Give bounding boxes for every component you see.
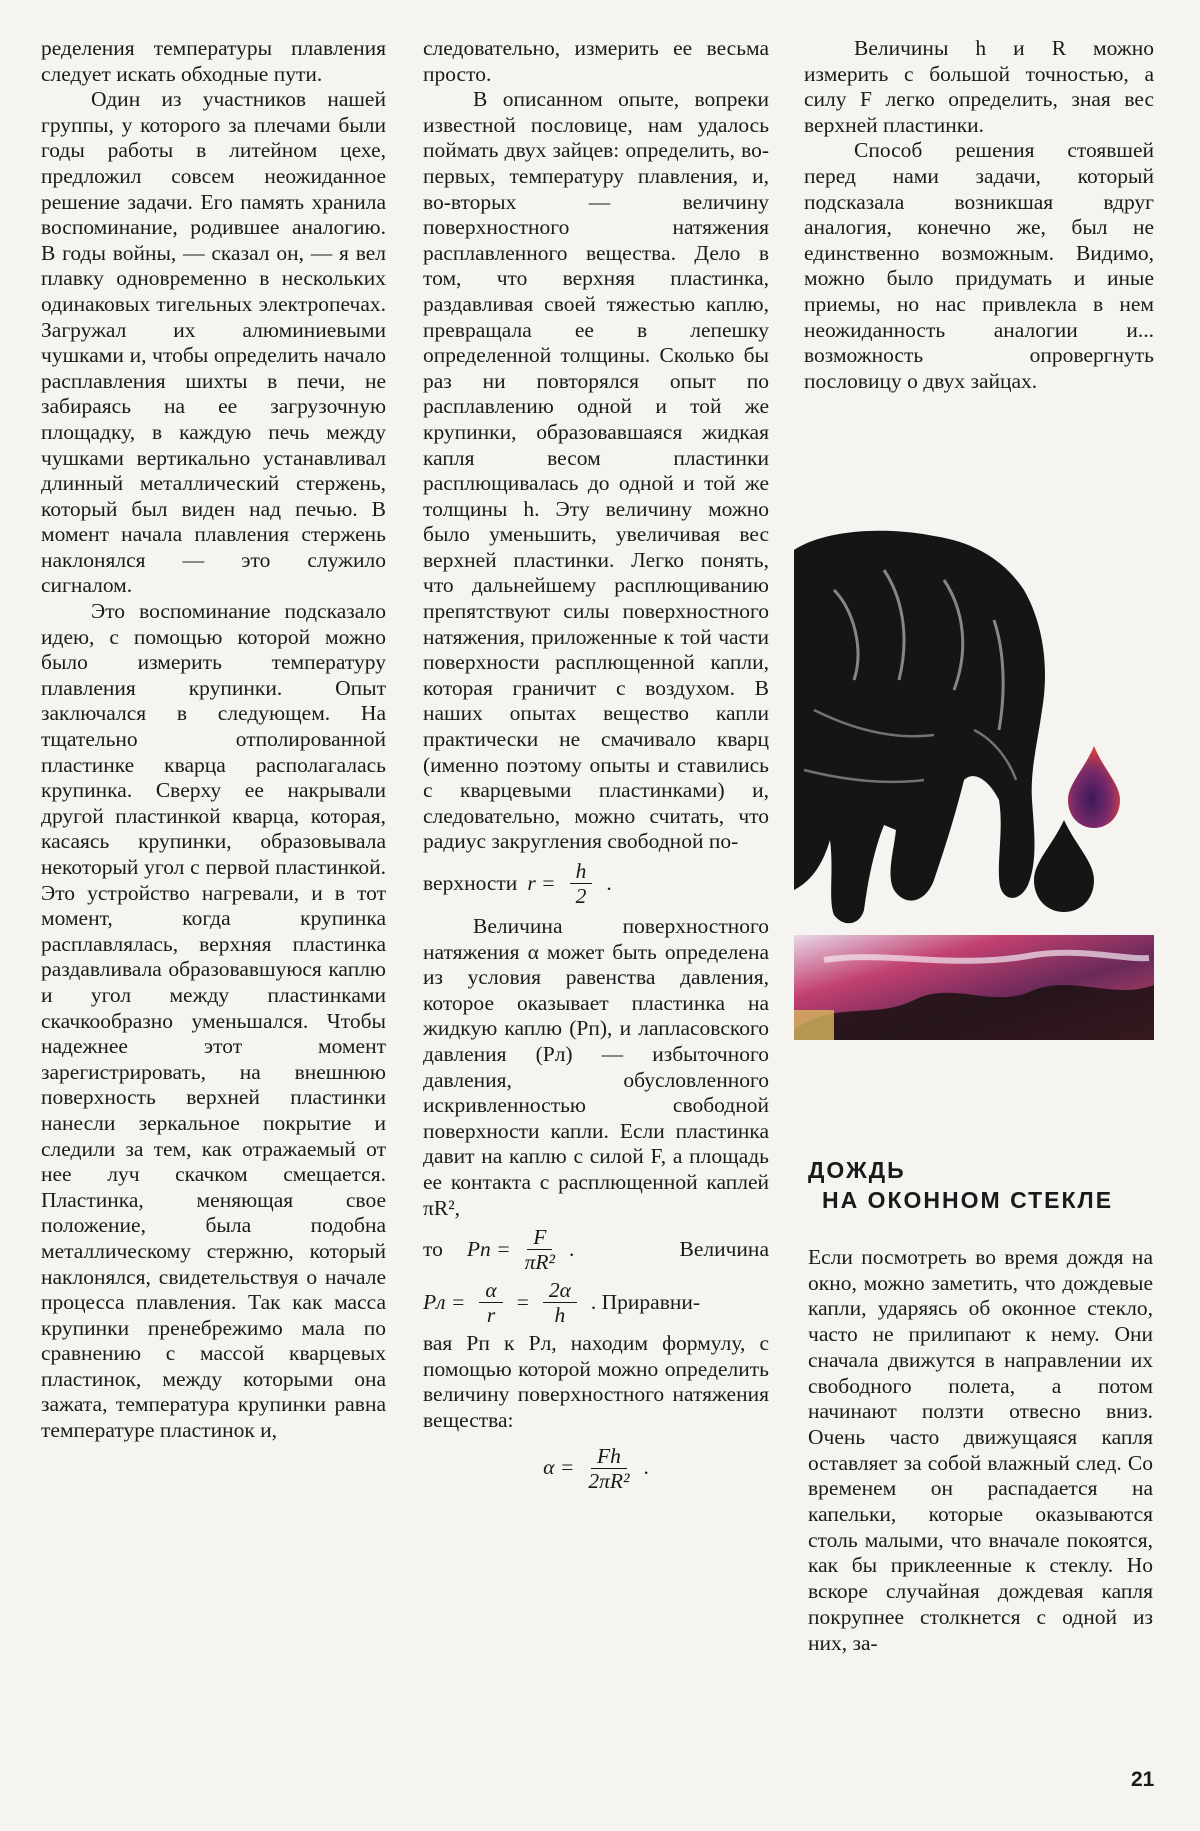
- formula-pp-denominator: πR²: [524, 1250, 556, 1275]
- col3-paragraph-1: Величины h и R можно измерить с большой точностью, а силу F легко определить, зная вес верхней пластинки.: [804, 36, 1154, 137]
- elephant-silhouette: [794, 531, 1045, 923]
- col2-paragraph-4: вая Pп к Pл, находим формулу, с помощью которой можно определить величину поверхностного натяжения вещества:: [423, 1331, 769, 1432]
- formula-pl-fraction-1: [479, 1278, 502, 1327]
- formula-pl-numerator-1: α: [479, 1278, 502, 1303]
- formula-pp-fraction: [525, 1225, 555, 1274]
- formula-pl-lhs: Pл =: [423, 1289, 466, 1314]
- formula-pp-lhs: Pп =: [466, 1236, 511, 1261]
- formula-pp-numerator: F: [527, 1225, 552, 1250]
- article-heading: [808, 1155, 1158, 1215]
- formula-r-denominator: 2: [575, 884, 587, 908]
- surface-word: верхности: [423, 870, 518, 895]
- elephant-illustration: [794, 530, 1154, 1050]
- formula-alpha-denominator: 2πR²: [588, 1468, 630, 1493]
- col1-paragraph-2: Один из участников нашей группы, у которого за плечами были годы работы в литейном цехе, предложил совсем неожиданное решение задачи. Его память хранила воспоминание, родившее аналогию. В годы войны, — сказал он, — я вел плавку одновременно в нескольких одинаковых тигельных электропечах. Загружал их алюминиевыми чушками и, чтобы определить начало расплавления шихты в печи, не забираясь на ее загрузочную площадку, в каждую печь между чушками вертикально устанавливал длинный металлический стержень, который был виден над печью. В момент начала плавления стержень наклонялся — это служило сигналом.: [41, 87, 386, 598]
- col2-paragraph-2: В описанном опыте, вопреки известной пословице, нам удалось поймать двух зайцев: определить, во-первых, температуру плавления, и, во-вторых — величину поверхностного натяжения расплавленного вещества. Дело в том, что верхняя пластинка, раздавливая своей тяжестью каплю, превращала ее в лепешку определенной толщины. Сколько бы раз ни повторялся опыт по расплавлению одной и той же крупинки, образовавшаяся жидкая капля весом пластинки расплющивалась до одной и той же толщины h. Эту величину можно было уменьшить, увеличивая вес верхней пластинки. Легко понять, что дальнейшему расплющиванию препятствуют силы поверхностного натяжения, приложенные к той части поверхности расплющенной капли, которая граничит с воздухом. В наших опытах вещество капли практически не смачивало кварц (именно поэтому опыты и ставились с кварцевыми пластинками) и, следовательно, можно считать, что радиус закругления свободной по-: [423, 87, 769, 854]
- liquid-strip: [794, 935, 1154, 1040]
- formula-pl-numerator-2: 2α: [543, 1278, 577, 1303]
- column-3-lower: [808, 1245, 1153, 1656]
- formula-alpha: α = $\frac{Fh}{\text{2πR²}}$ .: [543, 1443, 649, 1493]
- formula-r-lhs: r =: [527, 870, 556, 895]
- upper-drop: [1068, 746, 1120, 828]
- col3-paragraph-2: Способ решения стоявшей перед нами задачи, который подсказала возникшая вдруг аналогия, конечно же, был не единственно возможным. Видимо, можно было придумать и иные приемы, но нас привлекла в нем неожиданность аналогии и... возможность опровергнуть пословицу о двух зайцах.: [804, 138, 1154, 393]
- formula-pl-equals: =: [516, 1289, 529, 1314]
- formula-pl: [423, 1278, 769, 1327]
- formula-alpha-numerator: Fh: [591, 1444, 627, 1469]
- col1-paragraph-3: Это воспоминание подсказало идею, с помощью которой можно было измерить температуру плавления крупинки. Опыт заключался в следующем. На тщательно отполированной пластинке кварца располагалась крупинка. Сверху ее накрывали другой пластинкой кварца, которая, касаясь крупинки, образовывала некоторый угол с первой пластинкой. Это устройство нагревали, и в тот момент, когда крупинка расплавлялась, верхняя пластинка раздавливала образовавшуюся каплю и угол между пластинками скачкообразно уменьшался. Чтобы надежнее этот момент зарегистрировать, на внешнюю поверхность верхней пластинки нанесли зеркальное покрытие и следили за тем, как отражаемый от нее луч скачком смещается. Пластинка, меняющая свое положение, была подобна металлическому стержню, который наклонялся, свидетельствуя о начале процесса плавления. Так как масса крупинки пренебрежимо мала по сравнению с массой кварцевых пластинок, между которыми она зажата, температура крупинки равна температуре пластинок и,: [41, 599, 386, 1443]
- formula-r-numerator: h: [570, 859, 593, 884]
- lower-drop: [1034, 820, 1094, 912]
- col2-paragraph-1: следовательно, измерить ее весьма просто.: [423, 36, 769, 86]
- column-3: [804, 36, 1154, 394]
- heading-line-2: НА ОКОННОМ СТЕКЛЕ: [822, 1187, 1114, 1213]
- page-number: 21: [1131, 1768, 1155, 1791]
- col3b-paragraph-1: Если посмотреть во время дождя на окно, можно заметить, что дождевые капли, ударяясь об оконное стекло, часто не прилипают к нему. Они сначала движутся в направлении их свободного полета, а потом начинают ползти отвесно вниз. Очень часто движущаяся капля оставляет за собой влажный след. Со временем он распадается на капельки, которые оказываются столь малыми, что вначале покоятся, как бы приклеенные к стеклу. Но вскоре случайная дождевая капля покрупнее столкнется с одной из них, за-: [808, 1245, 1153, 1655]
- formula-alpha-lhs: α =: [543, 1455, 575, 1480]
- formula-r: верхности r = $\frac{h}{2}$ .: [423, 859, 612, 908]
- col2-paragraph-3: Величина поверхностного натяжения α может быть определена из условия равенства давления, которое оказывает пластинка на жидкую каплю (Pп), и лапласовского давления (Pл) — избыточного давления, обусловленного искривленностью свободной поверхности капли. Если пластинка давит на каплю с силой F, а площадь ее контакта с расплющенной каплей πR²,: [423, 914, 769, 1220]
- formula-pl-tail: . Приравни-: [590, 1289, 701, 1314]
- col1-paragraph-1: ределения температуры плавления следует искать обходные пути.: [41, 36, 386, 86]
- column-1: [41, 36, 386, 1444]
- formula-pl-denominator-1: r: [486, 1303, 496, 1328]
- heading-line-1: ДОЖДЬ: [808, 1157, 906, 1183]
- to-word: то: [423, 1236, 443, 1261]
- formula-pl-fraction-2: [543, 1278, 577, 1327]
- column-2: [423, 36, 769, 1497]
- formula-pp: то Pп = $\frac{F}{\text{πR²}}$ . Величина: [423, 1225, 769, 1275]
- formula-r-fraction: [570, 859, 593, 908]
- formula-pl-denominator-2: h: [554, 1303, 566, 1328]
- magnitude-word: Величина: [679, 1236, 769, 1261]
- formula-alpha-fraction: [588, 1444, 629, 1493]
